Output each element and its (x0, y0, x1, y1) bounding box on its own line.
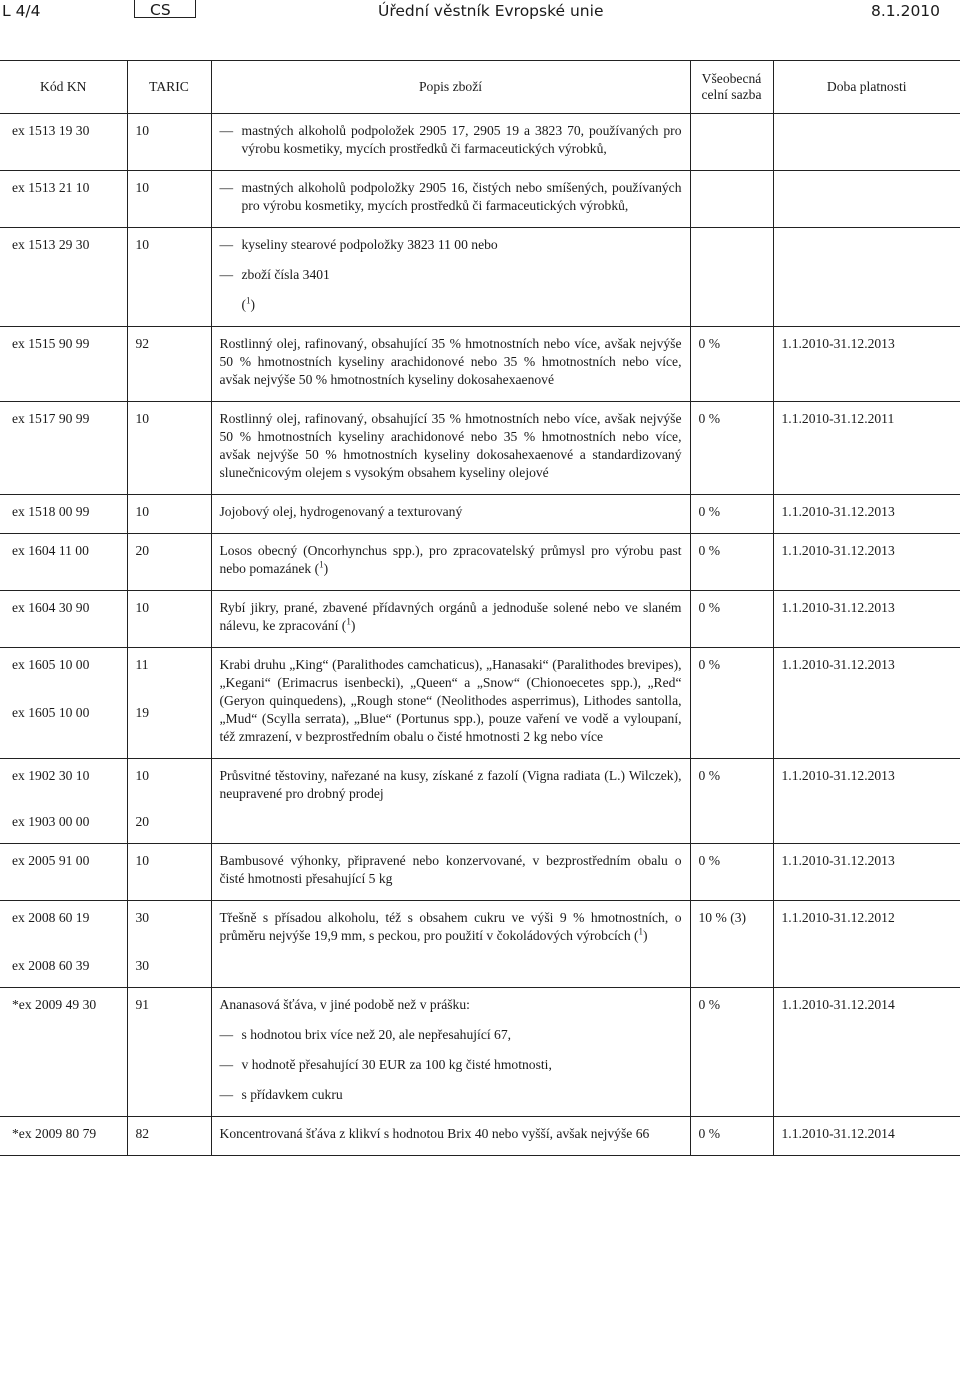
col-header-duty-line1: Všeobecná (701, 71, 762, 86)
description-text: Jojobový olej, hydrogenovaný a texturovaný (219, 504, 463, 519)
kn-code-cell (0, 591, 127, 648)
table-row (0, 1117, 960, 1156)
footnote-close: ) (350, 618, 356, 633)
footnote-ref: 1 (638, 926, 644, 937)
taric-cell (127, 495, 211, 534)
taric-code: 20 (135, 543, 150, 558)
table-row (0, 648, 960, 759)
kn-code: ex 1902 30 10 (12, 768, 90, 783)
table-row (0, 114, 960, 171)
description-cell (211, 1117, 690, 1156)
validity-period: 1.1.2010-31.12.2013 (781, 853, 895, 868)
duty-rate: 0 % (698, 768, 721, 783)
taric-code: 30 (135, 910, 150, 925)
kn-code-cell (0, 1117, 127, 1156)
duty-rate: 0 % (698, 853, 721, 868)
description-paragraph (220, 503, 682, 521)
description-paragraph (220, 656, 682, 746)
description-paragraph (220, 266, 682, 284)
validity-period: 1.1.2010-31.12.2013 (781, 336, 895, 351)
footnote-close: ) (323, 561, 329, 576)
description-cell (211, 988, 690, 1117)
page-header (0, 0, 960, 32)
description-text: ( (241, 297, 247, 312)
table-row (0, 901, 960, 988)
kn-code-cell (0, 171, 127, 228)
table-header-row (0, 61, 960, 114)
validity-cell (773, 901, 960, 988)
description-paragraph (220, 599, 682, 635)
validity-period: 1.1.2010-31.12.2013 (781, 504, 895, 519)
kn-code-cell (0, 327, 127, 402)
taric-code: 20 (135, 814, 150, 829)
col-header-validity: Doba platnosti (773, 61, 960, 114)
kn-code: ex 1605 10 00 (12, 705, 90, 720)
validity-period: 1.1.2010-31.12.2011 (781, 411, 895, 426)
dash-marker (220, 296, 242, 314)
validity-cell (773, 988, 960, 1117)
description-paragraph (220, 236, 682, 254)
validity-cell (773, 534, 960, 591)
description-paragraph (220, 1056, 682, 1074)
validity-cell (773, 495, 960, 534)
table-row (0, 228, 960, 327)
kn-code-cell (0, 114, 127, 171)
dash-marker: — (219, 267, 234, 282)
duty-rate: 0 % (698, 504, 721, 519)
description-text: Rostlinný olej, rafinovaný, obsahující 35 % hmotnostních nebo více, avšak nejvýše 50 % hmotnostních kyseliny arachidonové nebo 35 % hmotnostních nebo více, avšak nejvýše 50 % hmotnostních kyseliny dokosahexaenové (219, 336, 682, 387)
validity-cell (773, 759, 960, 844)
kn-code: ex 1605 10 00 (12, 657, 90, 672)
kn-code-cell (0, 844, 127, 901)
duty-cell (690, 648, 773, 759)
kn-code: *ex 2009 80 79 (12, 1126, 97, 1141)
table-row (0, 495, 960, 534)
description-text: Rostlinný olej, rafinovaný, obsahující 35 % hmotnostních nebo více, avšak nejvýše 50 % hmotnostních kyseliny arachidonové nebo 35 % hmotnostních nebo více, avšak nejvýše 50 % hmotnostních kyseliny dokosahexaenové a standardizovaný slunečnicovým olejem s vysokým obsahem kyseliny olejové (219, 411, 682, 480)
taric-cell (127, 1117, 211, 1156)
taric-cell (127, 901, 211, 988)
duty-cell (690, 591, 773, 648)
kn-code: ex 2005 91 00 (12, 853, 90, 868)
description-paragraph (220, 1125, 682, 1143)
dash-marker: — (219, 1087, 234, 1102)
table-row (0, 402, 960, 495)
duty-rate: 0 % (698, 657, 721, 672)
description-cell (211, 648, 690, 759)
description-text: s hodnotou brix více než 20, ale nepřesahující 67, (241, 1027, 512, 1042)
col-header-duty-line2: celní sazba (701, 87, 762, 102)
kn-code: ex 1513 29 30 (12, 237, 90, 252)
col-header-duty (690, 61, 773, 114)
journal-title: Úřední věstník Evropské unie (378, 2, 604, 20)
validity-period: 1.1.2010-31.12.2013 (781, 768, 895, 783)
validity-cell (773, 648, 960, 759)
duty-cell (690, 988, 773, 1117)
kn-code-cell (0, 759, 127, 844)
taric-code: 10 (135, 411, 150, 426)
col-header-taric: TARIC (127, 61, 211, 114)
description-text: Krabi druhu „King“ (Paralithodes camchaticus), „Hanasaki“ (Paralithodes brevipes), „Kegani“ (Erimacrus isenbecki), „Queen“ a „Snow“ (Chionoecetes spp.), „Red“ (Geryon quinquedens), „Rough stone“ (Neolithodes asperrimus), Lithodes santolla, „Mud“ (Scylla serrata), „Blue“ (Portunus spp.), pouze vaření ve vodě a vyloupaní, též zmrazení, v bezprostředním obalu o čisté hmotnosti 2 kg nebo více (219, 657, 682, 744)
taric-cell (127, 228, 211, 327)
description-paragraph (220, 909, 682, 945)
language-box (134, 0, 196, 18)
kn-code: ex 1604 30 90 (12, 600, 90, 615)
description-text: s přídavkem cukru (241, 1087, 343, 1102)
table-row (0, 988, 960, 1117)
validity-period: 1.1.2010-31.12.2014 (781, 1126, 895, 1141)
validity-cell (773, 228, 960, 327)
dash-marker: — (219, 237, 234, 252)
kn-code: ex 1513 21 10 (12, 180, 90, 195)
taric-cell (127, 327, 211, 402)
taric-code: 91 (135, 997, 150, 1012)
duty-cell (690, 1117, 773, 1156)
duty-cell (690, 759, 773, 844)
kn-code: ex 1604 11 00 (12, 543, 89, 558)
description-text: Ananasová šťáva, v jiné podobě než v prášku: (219, 997, 470, 1012)
taric-code: 11 (135, 657, 149, 672)
taric-code: 10 (135, 504, 150, 519)
kn-code: ex 1518 00 99 (12, 504, 90, 519)
duty-rate: 0 % (698, 997, 721, 1012)
duty-cell (690, 844, 773, 901)
taric-cell (127, 591, 211, 648)
validity-cell (773, 844, 960, 901)
taric-cell (127, 114, 211, 171)
taric-code: 10 (135, 123, 150, 138)
footnote-ref: 1 (246, 295, 251, 306)
kn-code: ex 1517 90 99 (12, 411, 90, 426)
tariff-table (0, 60, 960, 1156)
taric-cell (127, 171, 211, 228)
description-cell (211, 759, 690, 844)
duty-rate: 0 % (698, 543, 721, 558)
duty-cell (690, 534, 773, 591)
description-text: Třešně s přísadou alkoholu, též s obsahem cukru ve výši 9 % hmotnostních, o průměru nejvýše 19,9 mm, s peckou, pro použití v čokoládových výrobcích ( (219, 910, 682, 943)
kn-code: ex 1515 90 99 (12, 336, 90, 351)
taric-code: 10 (135, 600, 150, 615)
validity-cell (773, 591, 960, 648)
description-cell (211, 591, 690, 648)
description-cell (211, 534, 690, 591)
duty-cell (690, 171, 773, 228)
kn-code: *ex 2009 49 30 (12, 997, 97, 1012)
taric-cell (127, 648, 211, 759)
taric-cell (127, 534, 211, 591)
kn-code-cell (0, 402, 127, 495)
footnote-ref: 1 (319, 559, 324, 570)
table-row (0, 844, 960, 901)
taric-code: 10 (135, 180, 150, 195)
description-paragraph (220, 296, 682, 314)
description-text: Losos obecný (Oncorhynchus spp.), pro zpracovatelský průmysl pro výrobu past nebo pomazánek ( (219, 543, 682, 576)
taric-cell (127, 844, 211, 901)
page-reference: L 4/4 (2, 2, 41, 20)
validity-cell (773, 1117, 960, 1156)
table-row (0, 591, 960, 648)
description-paragraph (220, 996, 682, 1014)
taric-cell (127, 988, 211, 1117)
language-code: CS (150, 1, 171, 19)
kn-code-cell (0, 901, 127, 988)
kn-code-cell (0, 228, 127, 327)
description-cell (211, 402, 690, 495)
description-text: mastných alkoholů podpoložek 2905 17, 2905 19 a 3823 70, používaných pro výrobu kosmetiky, mycích prostředků či farmaceutických výrobků, (241, 123, 682, 156)
description-cell (211, 901, 690, 988)
kn-code: ex 2008 60 19 (12, 910, 90, 925)
dash-marker: — (219, 1057, 234, 1072)
table-row (0, 171, 960, 228)
description-paragraph (220, 122, 682, 158)
footnote-close: ) (250, 297, 256, 312)
description-text: Průsvitné těstoviny, nařezané na kusy, získané z fazolí (Vigna radiata (L.) Wilczek), neupravené pro drobný prodej (219, 768, 682, 801)
description-text: mastných alkoholů podpoložky 2905 16, čistých nebo smíšených, používaných pro výrobu kosmetiky, mycích prostředků či farmaceutických výrobků, (241, 180, 682, 213)
description-text: Bambusové výhonky, připravené nebo konzervované, v bezprostředním obalu o čisté hmotnosti přesahující 5 kg (219, 853, 682, 886)
description-paragraph (220, 410, 682, 482)
taric-code: 10 (135, 853, 150, 868)
duty-cell (690, 114, 773, 171)
table-body (0, 114, 960, 1156)
validity-period: 1.1.2010-31.12.2013 (781, 543, 895, 558)
duty-rate: 0 % (698, 600, 721, 615)
taric-code: 10 (135, 237, 150, 252)
taric-code: 30 (135, 958, 150, 973)
validity-cell (773, 402, 960, 495)
table-row (0, 327, 960, 402)
kn-code: ex 1903 00 00 (12, 814, 90, 829)
footnote-close: ) (643, 928, 648, 943)
dash-marker: — (219, 123, 234, 138)
validity-cell (773, 114, 960, 171)
taric-code: 82 (135, 1126, 150, 1141)
kn-code-cell (0, 495, 127, 534)
description-paragraph (220, 1026, 682, 1044)
description-cell (211, 228, 690, 327)
description-cell (211, 171, 690, 228)
duty-rate: 0 % (698, 336, 721, 351)
validity-period: 1.1.2010-31.12.2012 (781, 910, 895, 925)
description-cell (211, 114, 690, 171)
description-text: v hodnotě přesahující 30 EUR za 100 kg čisté hmotnosti, (241, 1057, 552, 1072)
description-paragraph (220, 852, 682, 888)
description-paragraph (220, 767, 682, 803)
description-paragraph (220, 335, 682, 389)
duty-cell (690, 327, 773, 402)
validity-period: 1.1.2010-31.12.2013 (781, 657, 895, 672)
duty-rate: 0 % (698, 1126, 721, 1141)
description-cell (211, 844, 690, 901)
validity-cell (773, 327, 960, 402)
description-text: Koncentrovaná šťáva z klikví s hodnotou Brix 40 nebo vyšší, avšak nejvýše 66 (219, 1126, 650, 1141)
taric-code: 19 (135, 705, 150, 720)
col-header-description: Popis zboží (211, 61, 690, 114)
dash-marker: — (219, 1027, 234, 1042)
description-text: Rybí jikry, prané, zbavené přídavných orgánů a jednoduše solené nebo ve slaném nálevu, ke zpracování ( (219, 600, 682, 633)
kn-code-cell (0, 534, 127, 591)
description-cell (211, 495, 690, 534)
taric-code: 10 (135, 768, 150, 783)
description-paragraph (220, 1086, 682, 1104)
table-row (0, 759, 960, 844)
footnote-ref: 1 (346, 616, 351, 627)
taric-cell (127, 402, 211, 495)
duty-cell (690, 901, 773, 988)
kn-code: ex 1513 19 30 (12, 123, 90, 138)
duty-rate: 10 % (3) (698, 910, 747, 925)
validity-period: 1.1.2010-31.12.2014 (781, 997, 895, 1012)
duty-cell (690, 495, 773, 534)
duty-rate: 0 % (698, 411, 721, 426)
publication-date: 8.1.2010 (871, 2, 941, 20)
kn-code-cell (0, 988, 127, 1117)
table-row (0, 534, 960, 591)
description-paragraph (220, 179, 682, 215)
kn-code-cell (0, 648, 127, 759)
description-text: kyseliny stearové podpoložky 3823 11 00 nebo (241, 237, 498, 252)
taric-code: 92 (135, 336, 150, 351)
description-text: zboží čísla 3401 (241, 267, 330, 282)
description-cell (211, 327, 690, 402)
duty-cell (690, 402, 773, 495)
col-header-kn: Kód KN (0, 61, 127, 114)
duty-cell (690, 228, 773, 327)
validity-period: 1.1.2010-31.12.2013 (781, 600, 895, 615)
taric-cell (127, 759, 211, 844)
dash-marker: — (219, 180, 234, 195)
kn-code: ex 2008 60 39 (12, 958, 90, 973)
description-paragraph (220, 542, 682, 578)
validity-cell (773, 171, 960, 228)
